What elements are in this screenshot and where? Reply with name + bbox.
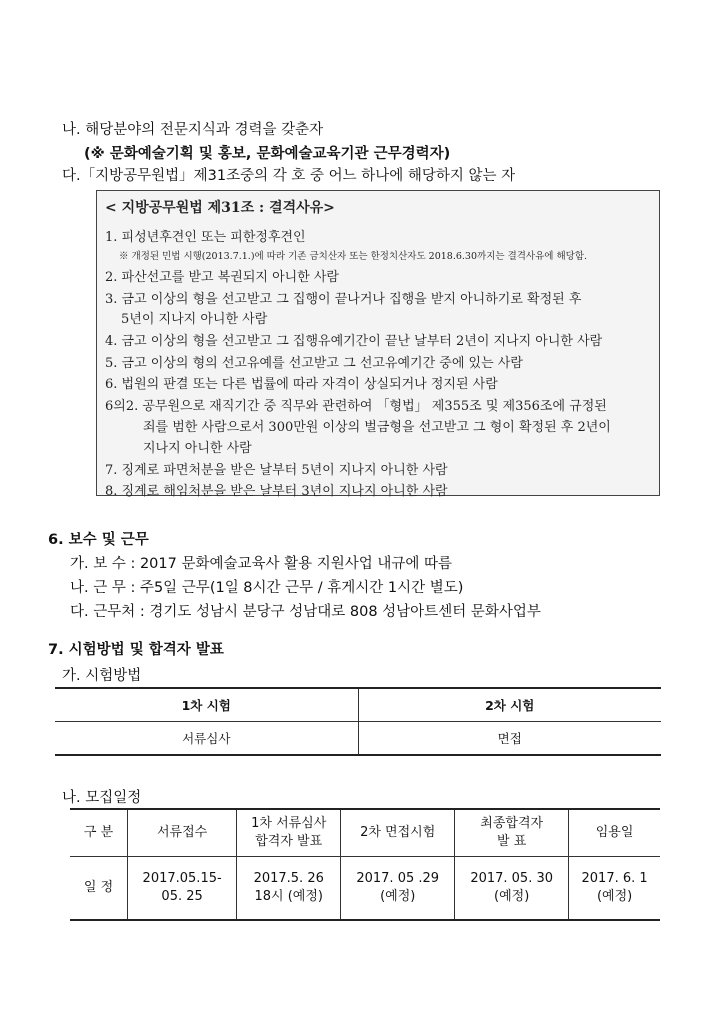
section6-line: 가. 보 수 : 2017 문화예술교육사 활용 지원사업 내규에 따름	[70, 556, 453, 572]
table-header-cell: 구 분	[70, 809, 128, 857]
exam-method-title: 가. 시험방법	[62, 668, 142, 684]
table-cell: 2017.05.15- 05. 25	[128, 857, 237, 921]
box-item: 5년이 지나지 아니한 사람	[121, 312, 268, 327]
table-row	[70, 857, 660, 921]
exam-method-table	[55, 687, 661, 756]
box-item: 죄를 범한 사람으로서 300만원 이상의 벌금형을 선고받고 그 형이 확정된 후 2년이	[143, 420, 611, 435]
disqualification-box	[96, 190, 660, 499]
table-header-row	[55, 688, 661, 722]
schedule-table	[70, 808, 660, 921]
box-note: ※ 개정된 민법 시행(2013.7.1.)에 따라 기존 금치산자 또는 한정치산자도 2018.6.30까지는 결격사유에 해당함.	[119, 251, 588, 262]
table-header-cell: 2차 면접시험	[341, 809, 455, 857]
qualification-da: 다.「지방공무원법」제31조중의 각 호 중 어느 하나에 해당하지 않는 자	[62, 168, 516, 184]
table-cell: 2017. 05 .29 (예정)	[341, 857, 455, 921]
table-header-cell: 1차 서류심사 합격자 발표	[237, 809, 341, 857]
schedule-title: 나. 모집일정	[62, 790, 142, 806]
box-item: 4. 금고 이상의 형을 선고받고 그 집행유예기간이 끝난 날부터 2년이 지나지 아니한 사람	[105, 334, 603, 349]
table-header-cell: 2차 시험	[358, 688, 661, 722]
qualification-na-note: (※ 문화예술기획 및 홍보, 문화예술교육기관 근무경력자)	[84, 146, 451, 162]
box-item: 지나지 아니한 사람	[143, 441, 252, 456]
table-cell: 2017. 6. 1 (예정)	[569, 857, 660, 921]
section6-line: 나. 근 무 : 주5일 근무(1일 8시간 근무 / 휴게시간 1시간 별도)	[70, 580, 464, 596]
box-item: 7. 징계로 파면처분을 받은 날부터 5년이 지나지 아니한 사람	[105, 463, 448, 478]
box-item: 8. 징계로 해임처분을 받은 날부터 3년이 지나지 아니한 사람	[105, 484, 448, 499]
table-header-row	[70, 809, 660, 857]
table-cell: 면접	[358, 722, 661, 756]
table-cell: 일 정	[70, 857, 128, 921]
box-item: 1. 피성년후견인 또는 피한정후견인	[105, 230, 306, 245]
box-item: 2. 파산선고를 받고 복권되지 아니한 사람	[105, 270, 339, 285]
section6-heading: 6. 보수 및 근무	[48, 532, 149, 548]
table-cell: 2017. 05. 30 (예정)	[455, 857, 569, 921]
box-item: 5. 금고 이상의 형의 선고유예를 선고받고 그 선고유예기간 중에 있는 사람	[105, 356, 523, 371]
box-item: 3. 금고 이상의 형을 선고받고 그 집행이 끝나거나 집행을 받지 아니하기로 확정된 후	[105, 292, 582, 307]
table-row	[55, 722, 661, 756]
box-item: 6의2. 공무원으로 재직기간 중 직무와 관련하여 「형법」 제355조 및 제356조에 규정된	[105, 399, 607, 414]
box-item: 6. 법원의 판결 또는 다른 법률에 따라 자격이 상실되거나 정지된 사람	[105, 377, 498, 392]
table-header-cell: 1차 시험	[55, 688, 358, 722]
table-cell: 서류심사	[55, 722, 358, 756]
table-header-cell: 임용일	[569, 809, 660, 857]
table-header-cell: 서류접수	[128, 809, 237, 857]
box-title: < 지방공무원법 제31조 : 결격사유>	[105, 200, 335, 216]
section6-line: 다. 근무처 : 경기도 성남시 분당구 성남대로 808 성남아트센터 문화사업부	[70, 604, 541, 620]
table-header-cell: 최종합격자 발 표	[455, 809, 569, 857]
table-cell: 2017.5. 26 18시 (예정)	[237, 857, 341, 921]
section7-heading: 7. 시험방법 및 합격자 발표	[48, 642, 224, 658]
qualification-na: 나. 해당분야의 전문지식과 경력을 갖춘자	[62, 122, 324, 138]
